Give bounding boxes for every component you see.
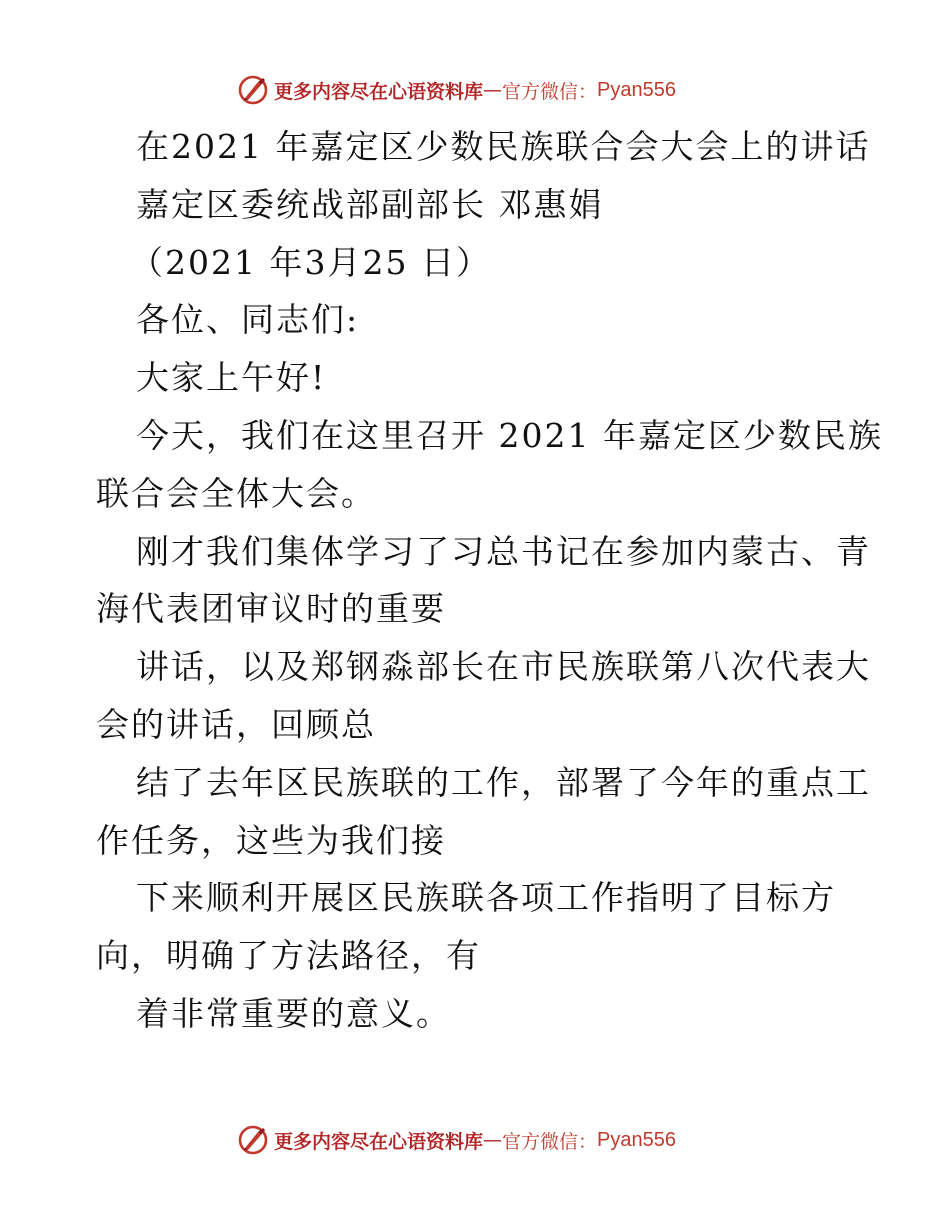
paragraph-line: 讲话，以及郑钢淼部长在市民族联第八次代表大 [136,647,871,687]
paragraph-line: 下来顺利开展区民族联各项工作指明了目标方 [136,878,836,918]
watermark-wechat-id: Pyan556 [597,1128,676,1151]
watermark-wechat-id: Pyan556 [597,78,676,101]
paragraph-line: 会的讲话，回顾总 [96,704,376,744]
document-body [96,118,883,1043]
paragraph-line: 着非常重要的意义。 [136,993,451,1033]
speaker-line: 嘉定区委统战部副部长 邓惠娟 [136,184,604,224]
salutation: 各位、同志们: [136,300,360,340]
quill-pen-logo-icon [236,73,270,107]
paragraph-line: 作任务，这些为我们接 [96,820,446,860]
paragraph-line: 结了去年区民族联的工作，部署了今年的重点工 [136,762,871,802]
watermark-separator: — [483,79,503,101]
paragraph-line: 联合会全体大会。 [96,473,376,513]
paragraph-line: 刚才我们集体学习了习总书记在参加内蒙古、青 [136,531,871,571]
greeting: 大家上午好! [136,358,327,398]
watermark-main-text: 更多内容尽在心语资料库 [274,1130,484,1153]
paragraph-line: 海代表团审议时的重要 [96,589,446,629]
watermark-main-text: 更多内容尽在心语资料库 [274,80,484,103]
watermark-banner-top [236,72,676,108]
speech-title: 在2021 年嘉定区少数民族联合会大会上的讲话 [136,127,871,166]
speech-date: （2021 年3月25 日） [130,242,491,282]
watermark-wechat-label: 官方微信： [502,80,598,103]
paragraph-line: 今天，我们在这里召开 2021 年嘉定区少数民族 [136,415,883,455]
watermark-banner-bottom [236,1122,676,1158]
watermark-separator: — [483,1129,503,1151]
quill-pen-logo-icon [236,1123,270,1157]
watermark-wechat-label: 官方微信： [502,1130,598,1153]
paragraph-line: 向，明确了方法路径，有 [96,936,481,976]
